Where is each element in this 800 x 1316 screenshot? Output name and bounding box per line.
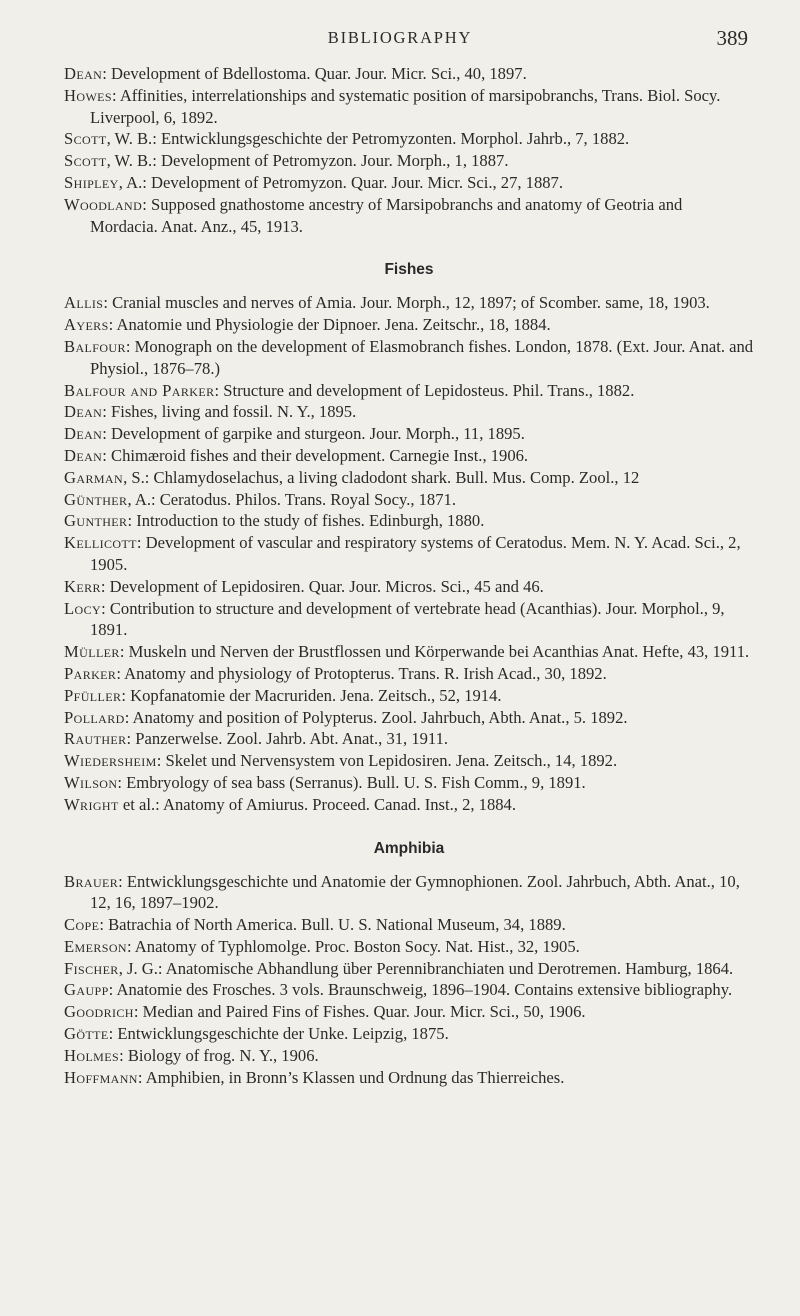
bib-entry xyxy=(64,510,754,532)
entry-text: : Fishes, living and fossil. N. Y., 1895. xyxy=(102,402,357,422)
entry-author: Parker xyxy=(64,663,117,683)
entry-text: : Embryology of sea bass (Serranus). Bull. U. S. Fish Comm., 9, 1891. xyxy=(117,772,586,792)
bib-entry xyxy=(64,150,754,172)
entry-text: : Development of vascular and respiratory systems of Ceratodus. Mem. N. Y. Acad. Sci., 2, 1905. xyxy=(90,533,741,574)
bib-entry xyxy=(64,1045,754,1067)
entry-author: Woodland xyxy=(64,194,143,214)
bib-entry xyxy=(64,85,754,129)
entry-author: Wright xyxy=(64,794,119,814)
entry-author: Müller xyxy=(64,642,120,662)
bib-entry xyxy=(64,194,754,238)
entry-text: , W. B.: Development of Petromyzon. Jour. Morph., 1, 1887. xyxy=(106,151,509,171)
entry-text: : Chimæroid fishes and their development. Carnegie Inst., 1906. xyxy=(102,445,529,465)
entry-text: : Anatomy and position of Polypterus. Zool. Jahrbuch, Abth. Anat., 5. 1892. xyxy=(124,707,628,727)
bib-entry xyxy=(64,979,754,1001)
entry-author: Scott xyxy=(64,151,107,171)
entry-author: Hoffmann xyxy=(64,1067,138,1087)
running-title: BIBLIOGRAPHY xyxy=(327,28,473,47)
bib-entry xyxy=(64,641,754,663)
entry-author: Kellicott xyxy=(64,533,137,553)
entry-author: Gaupp xyxy=(64,980,109,1000)
entry-author: Shipley xyxy=(64,172,119,192)
bib-entry xyxy=(64,576,754,598)
entry-author: Dean xyxy=(64,424,103,444)
entry-text: : Contribution to structure and development of vertebrate head (Acanthias). Jour. Morphol., 9, 1891. xyxy=(90,598,725,640)
page-number: 389 xyxy=(716,26,748,50)
bib-entry xyxy=(64,532,754,576)
entry-author: Wiedersheim xyxy=(64,751,157,771)
entry-author: Dean xyxy=(64,445,103,465)
running-head xyxy=(0,26,800,56)
entry-text: , J. G.: Anatomische Abhandlung über Perennibranchiaten und Derotremen. Hamburg, 1864. xyxy=(118,958,734,978)
bib-entry xyxy=(64,401,754,423)
entry-text: : Entwicklungsgeschichte der Unke. Leipzig, 1875. xyxy=(108,1024,449,1044)
entry-author: Goodrich xyxy=(64,1002,134,1022)
entry-text: : Supposed gnathostome ancestry of Marsipobranchs and anatomy of Geotria and Mordacia. Anat. Anz., 45, 1913. xyxy=(90,194,683,236)
bib-entry xyxy=(64,936,754,958)
entry-author: Holmes xyxy=(64,1045,120,1065)
entry-author: Balfour xyxy=(64,336,126,356)
entry-author: Dean xyxy=(64,64,103,83)
entry-author: Allis xyxy=(64,293,104,313)
entry-author: Balfour and Parker xyxy=(64,380,215,400)
bib-entry xyxy=(64,467,754,489)
bib-entry xyxy=(64,380,754,402)
bib-entry xyxy=(64,685,754,707)
entry-author: Howes xyxy=(64,85,112,105)
entry-text: : Development of Lepidosiren. Quar. Jour. Micros. Sci., 45 and 46. xyxy=(100,576,544,596)
entry-text: : Anatomie des Frosches. 3 vols. Braunschweig, 1896–1904. Contains extensive bibliography. xyxy=(108,980,733,1000)
entry-text: : Biology of frog. N. Y., 1906. xyxy=(119,1045,319,1065)
bib-entry xyxy=(64,172,754,194)
section-amphibia xyxy=(64,871,754,1089)
entry-text: : Development of garpike and sturgeon. Jour. Morph., 11, 1895. xyxy=(102,424,525,444)
entry-text: , A.: Ceratodus. Philos. Trans. Royal Socy., 1871. xyxy=(127,489,456,509)
entry-author: Rauther xyxy=(64,729,127,749)
bib-entry xyxy=(64,489,754,511)
entry-author: Pollard xyxy=(64,707,125,727)
entry-text: : Anatomie und Physiologie der Dipnoer. Jena. Zeitschr., 18, 1884. xyxy=(108,315,551,335)
section-heading-fishes: Fishes xyxy=(384,261,434,279)
entry-author: Dean xyxy=(64,402,103,422)
bib-entry xyxy=(64,871,754,915)
bib-entry xyxy=(64,750,754,772)
bib-entry xyxy=(64,1067,754,1089)
bib-entry xyxy=(64,794,754,816)
bib-entry xyxy=(64,707,754,729)
entry-author: Gunther xyxy=(64,511,128,531)
bib-entry xyxy=(64,423,754,445)
entry-author: Götte xyxy=(64,1024,109,1044)
entry-text: : Panzerwelse. Zool. Jahrb. Abt. Anat., 31, 1911. xyxy=(126,729,449,749)
entry-text: et al.: Anatomy of Amiurus. Proceed. Canad. Inst., 2, 1884. xyxy=(118,794,517,814)
bib-entry xyxy=(64,772,754,794)
bib-entry xyxy=(64,63,754,85)
entry-text: , S.: Chlamydoselachus, a living cladodont shark. Bull. Mus. Comp. Zool., 12 xyxy=(123,467,640,487)
bib-entry xyxy=(64,314,754,336)
entry-text: : Structure and development of Lepidosteus. Phil. Trans., 1882. xyxy=(214,380,635,400)
bib-entry xyxy=(64,1023,754,1045)
entry-text: : Entwicklungsgeschichte und Anatomie der Gymnophionen. Zool. Jahrbuch, Abth. Anat., 10, 12, 16, 1897–1902. xyxy=(90,871,740,913)
entry-text: , A.: Development of Petromyzon. Quar. Jour. Micr. Sci., 27, 1887. xyxy=(118,172,563,192)
entry-text: : Anatomy and physiology of Protopterus. Trans. R. Irish Acad., 30, 1892. xyxy=(116,663,607,683)
bib-entry xyxy=(64,128,754,150)
entry-text: : Batrachia of North America. Bull. U. S. National Museum, 34, 1889. xyxy=(99,915,566,935)
entry-text: : Skelet und Nervensystem von Lepidosiren. Jena. Zeitsch., 14, 1892. xyxy=(156,751,618,771)
entry-text: : Introduction to the study of fishes. Edinburgh, 1880. xyxy=(127,511,485,531)
entry-text: : Affinities, interrelationships and systematic position of marsipobranchs, Trans. Biol. Socy. Liverpool, 6, 1892. xyxy=(90,85,721,127)
bib-entry xyxy=(64,1001,754,1023)
entry-author: Kerr xyxy=(64,576,101,596)
entry-author: Wilson xyxy=(64,772,118,792)
bib-entry xyxy=(64,336,754,380)
bib-entry xyxy=(64,663,754,685)
entry-text: : Development of Bdellostoma. Quar. Jour. Micr. Sci., 40, 1897. xyxy=(102,64,527,83)
entry-author: Garman xyxy=(64,467,124,487)
entry-text: : Amphibien, in Bronn’s Klassen und Ordnung das Thierreiches. xyxy=(137,1067,565,1087)
entry-author: Ayers xyxy=(64,315,109,335)
entry-text: : Cranial muscles and nerves of Amia. Jour. Morph., 12, 1897; of Scomber. same, 18, 1903. xyxy=(103,293,710,313)
entry-author: Günther xyxy=(64,489,128,509)
entry-author: Emerson xyxy=(64,936,127,956)
bib-entry xyxy=(64,958,754,980)
entry-author: Scott xyxy=(64,129,107,149)
bib-entry xyxy=(64,445,754,467)
section-heading-amphibia: Amphibia xyxy=(373,839,445,857)
entry-author: Brauer xyxy=(64,871,119,891)
entry-text: : Anatomy of Typhlomolge. Proc. Boston Socy. Nat. Hist., 32, 1905. xyxy=(126,936,580,956)
bib-entry xyxy=(64,292,754,314)
bib-entry xyxy=(64,598,754,642)
section-fishes xyxy=(64,292,754,815)
entry-author: Locy xyxy=(64,598,102,618)
entry-text: , W. B.: Entwicklungsgeschichte der Petromyzonten. Morphol. Jahrb., 7, 1882. xyxy=(106,129,630,149)
entry-text: : Median and Paired Fins of Fishes. Quar. Jour. Micr. Sci., 50, 1906. xyxy=(133,1002,586,1022)
bib-entry xyxy=(64,914,754,936)
bib-entry xyxy=(64,728,754,750)
entry-text: : Muskeln und Nerven der Brustflossen und Körperwande bei Acanthias Anat. Hefte, 43, 1911. xyxy=(119,642,750,662)
section-cyclostomes xyxy=(64,63,754,237)
entry-author: Pfüller xyxy=(64,685,122,705)
bibliography-content xyxy=(64,63,754,1088)
entry-text: : Kopfanatomie der Macruriden. Jena. Zeitsch., 52, 1914. xyxy=(121,685,502,705)
entry-text: : Monograph on the development of Elasmobranch fishes. London, 1878. (Ext. Jour. Anat. and Physiol., 1876–78.) xyxy=(90,336,754,378)
entry-author: Fischer xyxy=(64,958,119,978)
entry-author: Cope xyxy=(64,915,100,935)
